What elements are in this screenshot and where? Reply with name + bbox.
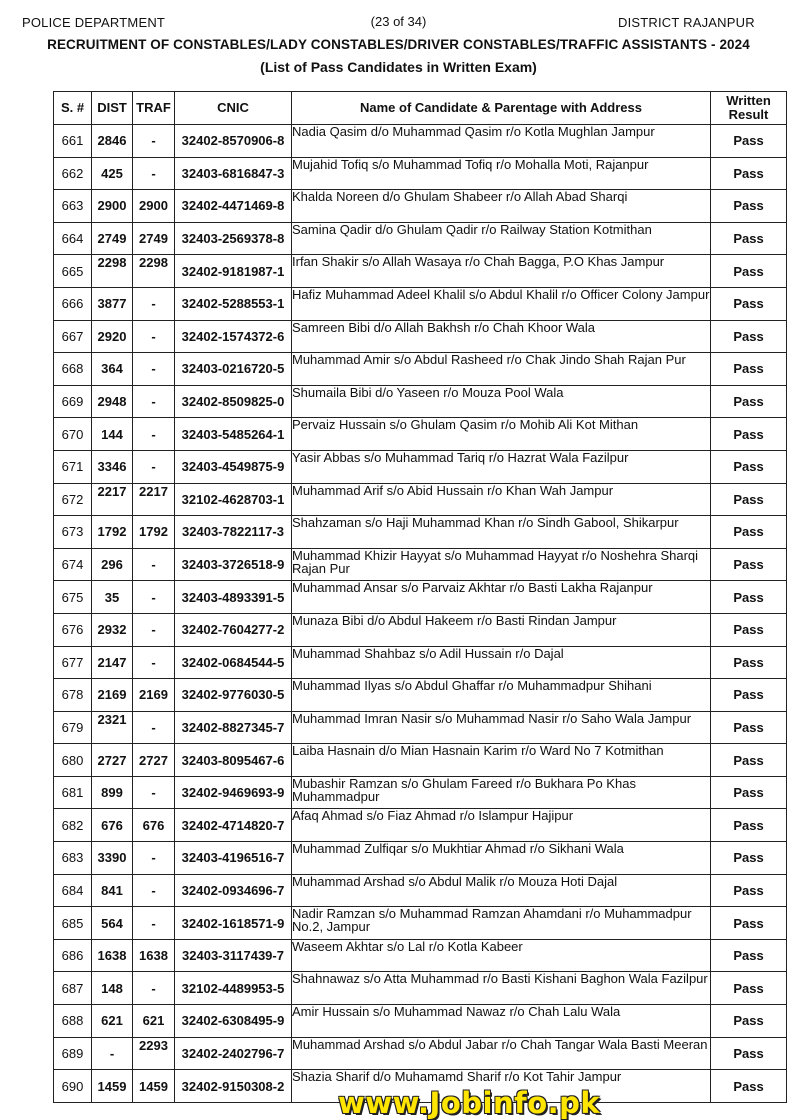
row-dist: 2920 [92, 320, 133, 353]
row-dist: 425 [92, 157, 133, 190]
row-sno: 667 [54, 320, 92, 353]
row-traf: - [133, 581, 175, 614]
table-row [54, 581, 787, 614]
row-cnic: 32402-9181987-1 [175, 255, 292, 288]
row-traf: - [133, 320, 175, 353]
row-cnic: 32402-8827345-7 [175, 711, 292, 744]
row-name: Mubashir Ramzan s/o Ghulam Fareed r/o Bukhara Po Khas Muhammadpur [292, 776, 711, 809]
row-result: Pass [711, 809, 787, 842]
table-row [54, 548, 787, 581]
row-dist: 1638 [92, 939, 133, 972]
row-traf: 2727 [133, 744, 175, 777]
table-row [54, 287, 787, 320]
row-cnic: 32403-0216720-5 [175, 353, 292, 386]
row-name: Khalda Noreen d/o Ghulam Shabeer r/o Allah Abad Sharqi [292, 190, 711, 223]
row-cnic: 32402-6308495-9 [175, 1005, 292, 1038]
row-sno: 679 [54, 711, 92, 744]
row-traf: - [133, 418, 175, 451]
row-dist: 676 [92, 809, 133, 842]
row-dist: 364 [92, 353, 133, 386]
row-cnic: 32402-9469693-9 [175, 776, 292, 809]
row-traf: 2217 [133, 483, 175, 516]
row-sno: 684 [54, 874, 92, 907]
row-cnic: 32403-3117439-7 [175, 939, 292, 972]
row-dist: 148 [92, 972, 133, 1005]
row-traf: - [133, 874, 175, 907]
row-result: Pass [711, 320, 787, 353]
row-cnic: 32402-8509825-0 [175, 385, 292, 418]
row-dist: 899 [92, 776, 133, 809]
table-row [54, 450, 787, 483]
table-body [54, 125, 787, 1103]
row-dist: 2298 [92, 255, 133, 288]
row-name: Samina Qadir d/o Ghulam Qadir r/o Railway Station Kotmithan [292, 222, 711, 255]
row-cnic: 32403-5485264-1 [175, 418, 292, 451]
row-name: Shazia Sharif d/o Muhamamd Sharif r/o Kot Tahir Jampur [292, 1070, 711, 1103]
row-dist: 2169 [92, 679, 133, 712]
row-result: Pass [711, 255, 787, 288]
col-header-sno: S. # [54, 92, 92, 125]
row-dist: 35 [92, 581, 133, 614]
row-dist: 3877 [92, 287, 133, 320]
row-name: Shumaila Bibi d/o Yaseen r/o Mouza Pool Wala [292, 385, 711, 418]
row-name: Mujahid Tofiq s/o Muhammad Tofiq r/o Mohalla Moti, Rajanpur [292, 157, 711, 190]
table-row [54, 516, 787, 549]
department-label: POLICE DEPARTMENT [22, 15, 166, 30]
row-result: Pass [711, 907, 787, 940]
table-row [54, 939, 787, 972]
row-traf: - [133, 907, 175, 940]
row-sno: 666 [54, 287, 92, 320]
table-row [54, 874, 787, 907]
row-cnic: 32402-1618571-9 [175, 907, 292, 940]
row-dist: - [92, 1037, 133, 1070]
row-traf: - [133, 450, 175, 483]
row-name: Muhammad Imran Nasir s/o Muhammad Nasir r/o Saho Wala Jampur [292, 711, 711, 744]
row-sno: 681 [54, 776, 92, 809]
row-sno: 690 [54, 1070, 92, 1103]
row-result: Pass [711, 190, 787, 223]
row-traf: 1792 [133, 516, 175, 549]
table-header-row [54, 92, 787, 125]
row-result: Pass [711, 353, 787, 386]
row-sno: 663 [54, 190, 92, 223]
table-row [54, 679, 787, 712]
row-traf: - [133, 972, 175, 1005]
row-result: Pass [711, 679, 787, 712]
row-sno: 661 [54, 125, 92, 158]
row-sno: 682 [54, 809, 92, 842]
row-traf: 2293 [133, 1037, 175, 1070]
col-header-cnic: CNIC [175, 92, 292, 125]
row-result: Pass [711, 1005, 787, 1038]
watermark-text: www.Jobinfo.pk [338, 1086, 601, 1120]
district-label: DISTRICT RAJANPUR [618, 15, 755, 30]
row-result: Pass [711, 776, 787, 809]
row-sno: 671 [54, 450, 92, 483]
row-sno: 676 [54, 613, 92, 646]
row-traf: - [133, 776, 175, 809]
row-name: Muhammad Zulfiqar s/o Mukhtiar Ahmad r/o Sikhani Wala [292, 842, 711, 875]
table-row [54, 125, 787, 158]
row-sno: 675 [54, 581, 92, 614]
row-result: Pass [711, 972, 787, 1005]
row-traf: 2169 [133, 679, 175, 712]
row-sno: 664 [54, 222, 92, 255]
row-name: Nadir Ramzan s/o Muhammad Ramzan Ahamdani r/o Muhammadpur No.2, Jampur [292, 907, 711, 940]
row-sno: 688 [54, 1005, 92, 1038]
candidates-table [53, 91, 787, 1103]
row-name: Amir Hussain s/o Muhammad Nawaz r/o Chah Lalu Wala [292, 1005, 711, 1038]
row-result: Pass [711, 613, 787, 646]
row-dist: 144 [92, 418, 133, 451]
row-result: Pass [711, 1037, 787, 1070]
row-result: Pass [711, 157, 787, 190]
row-cnic: 32402-8570906-8 [175, 125, 292, 158]
row-sno: 662 [54, 157, 92, 190]
row-name: Muhammad Shahbaz s/o Adil Hussain r/o Dajal [292, 646, 711, 679]
row-name: Samreen Bibi d/o Allah Bakhsh r/o Chah Khoor Wala [292, 320, 711, 353]
row-dist: 3390 [92, 842, 133, 875]
row-dist: 1792 [92, 516, 133, 549]
row-name: Muhammad Arshad s/o Abdul Malik r/o Mouza Hoti Dajal [292, 874, 711, 907]
row-cnic: 32403-3726518-9 [175, 548, 292, 581]
row-cnic: 32402-1574372-6 [175, 320, 292, 353]
table-row [54, 809, 787, 842]
row-name: Hafiz Muhammad Adeel Khalil s/o Abdul Khalil r/o Officer Colony Jampur [292, 287, 711, 320]
row-name: Afaq Ahmad s/o Fiaz Ahmad r/o Islampur Hajipur [292, 809, 711, 842]
row-sno: 670 [54, 418, 92, 451]
row-traf: - [133, 287, 175, 320]
row-traf: - [133, 548, 175, 581]
row-sno: 677 [54, 646, 92, 679]
table-row [54, 157, 787, 190]
row-traf: 2900 [133, 190, 175, 223]
row-cnic: 32403-2569378-8 [175, 222, 292, 255]
row-name: Muhammad Ansar s/o Parvaiz Akhtar r/o Basti Lakha Rajanpur [292, 581, 711, 614]
row-sno: 685 [54, 907, 92, 940]
document-subtitle: (List of Pass Candidates in Written Exam) [260, 59, 537, 75]
row-cnic: 32403-6816847-3 [175, 157, 292, 190]
row-sno: 686 [54, 939, 92, 972]
row-dist: 841 [92, 874, 133, 907]
table-row [54, 842, 787, 875]
col-header-dist: DIST [92, 92, 133, 125]
row-dist: 564 [92, 907, 133, 940]
table-row [54, 418, 787, 451]
table-row [54, 907, 787, 940]
row-name: Muhammad Khizir Hayyat s/o Muhammad Hayyat r/o Noshehra Sharqi Rajan Pur [292, 548, 711, 581]
row-sno: 680 [54, 744, 92, 777]
table-row [54, 776, 787, 809]
row-dist: 2900 [92, 190, 133, 223]
row-sno: 668 [54, 353, 92, 386]
row-result: Pass [711, 516, 787, 549]
row-cnic: 32102-4489953-5 [175, 972, 292, 1005]
row-cnic: 32102-4628703-1 [175, 483, 292, 516]
row-result: Pass [711, 418, 787, 451]
row-cnic: 32402-4471469-8 [175, 190, 292, 223]
row-sno: 678 [54, 679, 92, 712]
row-result: Pass [711, 385, 787, 418]
col-header-name: Name of Candidate & Parentage with Address [292, 92, 711, 125]
table-row [54, 385, 787, 418]
row-cnic: 32402-9776030-5 [175, 679, 292, 712]
row-traf: 1459 [133, 1070, 175, 1103]
row-name: Muhammad Arif s/o Abid Hussain r/o Khan Wah Jampur [292, 483, 711, 516]
row-result: Pass [711, 744, 787, 777]
row-result: Pass [711, 483, 787, 516]
row-result: Pass [711, 450, 787, 483]
row-traf: 2298 [133, 255, 175, 288]
table-row [54, 320, 787, 353]
row-traf: - [133, 613, 175, 646]
row-result: Pass [711, 711, 787, 744]
row-traf: - [133, 353, 175, 386]
row-cnic: 32402-5288553-1 [175, 287, 292, 320]
row-dist: 3346 [92, 450, 133, 483]
row-traf: - [133, 157, 175, 190]
row-cnic: 32402-4714820-7 [175, 809, 292, 842]
row-traf: 2749 [133, 222, 175, 255]
row-name: Nadia Qasim d/o Muhammad Qasim r/o Kotla Mughlan Jampur [292, 125, 711, 158]
row-name: Pervaiz Hussain s/o Ghulam Qasim r/o Mohib Ali Kot Mithan [292, 418, 711, 451]
row-result: Pass [711, 125, 787, 158]
row-cnic: 32402-2402796-7 [175, 1037, 292, 1070]
row-name: Irfan Shakir s/o Allah Wasaya r/o Chah Bagga, P.O Khas Jampur [292, 255, 711, 288]
row-sno: 689 [54, 1037, 92, 1070]
row-name: Waseem Akhtar s/o Lal r/o Kotla Kabeer [292, 939, 711, 972]
row-traf: 676 [133, 809, 175, 842]
row-dist: 296 [92, 548, 133, 581]
row-dist: 2321 [92, 711, 133, 744]
row-name: Munaza Bibi d/o Abdul Hakeem r/o Basti Rindan Jampur [292, 613, 711, 646]
row-dist: 621 [92, 1005, 133, 1038]
table-row [54, 255, 787, 288]
row-traf: - [133, 646, 175, 679]
row-cnic: 32403-4549875-9 [175, 450, 292, 483]
row-dist: 2147 [92, 646, 133, 679]
row-traf: 1638 [133, 939, 175, 972]
page-number: (23 of 34) [370, 14, 427, 29]
row-dist: 2749 [92, 222, 133, 255]
document-title: RECRUITMENT OF CONSTABLES/LADY CONSTABLES/DRIVER CONSTABLES/TRAFFIC ASSISTANTS - 2024 [47, 37, 750, 52]
row-name: Muhammad Amir s/o Abdul Rasheed r/o Chak Jindo Shah Rajan Pur [292, 353, 711, 386]
table-row [54, 711, 787, 744]
row-result: Pass [711, 646, 787, 679]
row-sno: 683 [54, 842, 92, 875]
row-name: Muhammad Ilyas s/o Abdul Ghaffar r/o Muhammadpur Shihani [292, 679, 711, 712]
row-cnic: 32403-4893391-5 [175, 581, 292, 614]
row-result: Pass [711, 287, 787, 320]
row-name: Shahnawaz s/o Atta Muhammad r/o Basti Kishani Baghon Wala Fazilpur [292, 972, 711, 1005]
table-row [54, 222, 787, 255]
table-row [54, 1005, 787, 1038]
row-dist: 2846 [92, 125, 133, 158]
table-row [54, 353, 787, 386]
row-dist: 2948 [92, 385, 133, 418]
row-cnic: 32402-9150308-2 [175, 1070, 292, 1103]
row-name: Shahzaman s/o Haji Muhammad Khan r/o Sindh Gabool, Shikarpur [292, 516, 711, 549]
row-sno: 673 [54, 516, 92, 549]
row-cnic: 32403-8095467-6 [175, 744, 292, 777]
row-name: Yasir Abbas s/o Muhammad Tariq r/o Hazrat Wala Fazilpur [292, 450, 711, 483]
row-result: Pass [711, 1070, 787, 1103]
row-result: Pass [711, 874, 787, 907]
row-result: Pass [711, 222, 787, 255]
row-sno: 674 [54, 548, 92, 581]
row-name: Muhammad Arshad s/o Abdul Jabar r/o Chah Tangar Wala Basti Meeran [292, 1037, 711, 1070]
row-dist: 1459 [92, 1070, 133, 1103]
row-sno: 672 [54, 483, 92, 516]
table-row [54, 972, 787, 1005]
col-header-result: Written Result [711, 92, 787, 125]
row-result: Pass [711, 548, 787, 581]
row-cnic: 32402-0684544-5 [175, 646, 292, 679]
row-cnic: 32403-4196516-7 [175, 842, 292, 875]
table-row [54, 646, 787, 679]
table-row [54, 190, 787, 223]
row-traf: - [133, 711, 175, 744]
row-result: Pass [711, 842, 787, 875]
table-row [54, 613, 787, 646]
row-traf: - [133, 125, 175, 158]
row-sno: 669 [54, 385, 92, 418]
table-row [54, 744, 787, 777]
table-row [54, 1037, 787, 1070]
row-sno: 665 [54, 255, 92, 288]
row-dist: 2217 [92, 483, 133, 516]
row-cnic: 32403-7822117-3 [175, 516, 292, 549]
table-row [54, 483, 787, 516]
row-traf: 621 [133, 1005, 175, 1038]
row-traf: - [133, 385, 175, 418]
row-name: Laiba Hasnain d/o Mian Hasnain Karim r/o Ward No 7 Kotmithan [292, 744, 711, 777]
col-header-traf: TRAF [133, 92, 175, 125]
row-dist: 2932 [92, 613, 133, 646]
row-sno: 687 [54, 972, 92, 1005]
row-result: Pass [711, 581, 787, 614]
row-cnic: 32402-7604277-2 [175, 613, 292, 646]
row-traf: - [133, 842, 175, 875]
row-result: Pass [711, 939, 787, 972]
row-cnic: 32402-0934696-7 [175, 874, 292, 907]
row-dist: 2727 [92, 744, 133, 777]
